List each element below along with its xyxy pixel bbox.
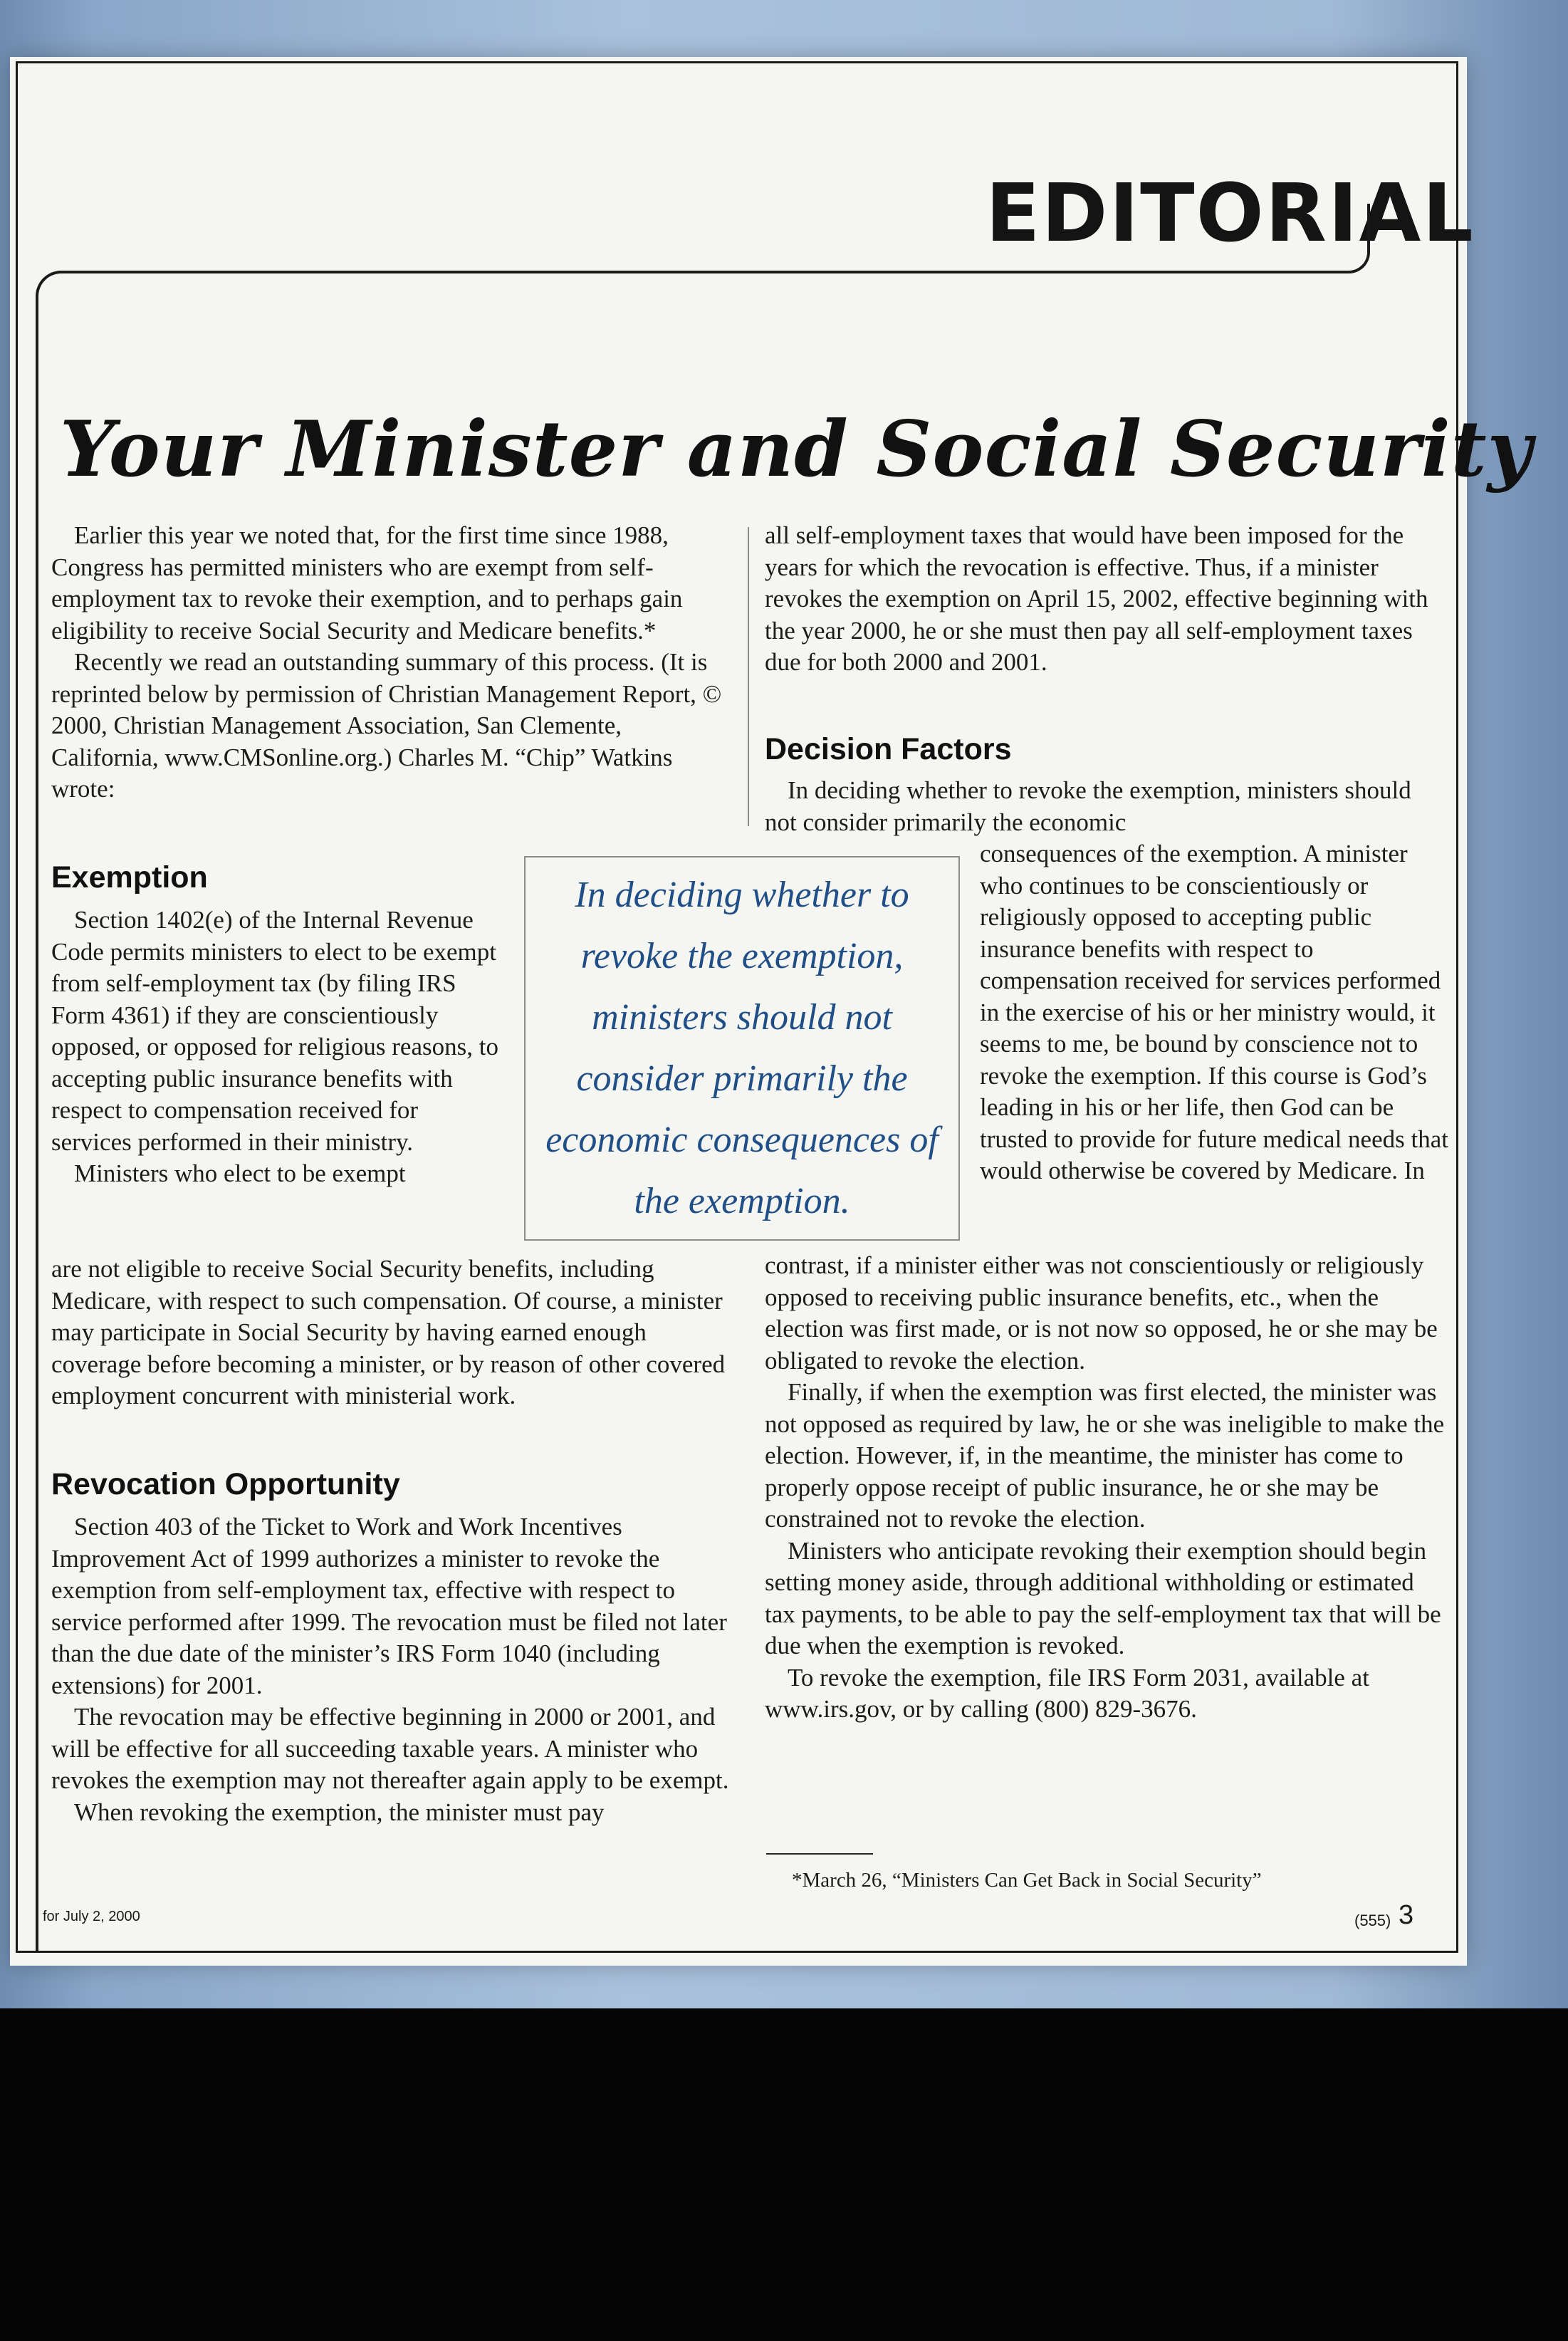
exemption-text — [51, 904, 498, 1190]
decision-text-wrap — [980, 838, 1448, 1187]
column-divider — [748, 527, 749, 826]
decision-paragraph-rest: contrast, if a minister either was not conscientiously or religiously opposed to receiving public insurance benefits, etc., when the election was first made, or is not now so opposed, he or she may be obligated to revoke the election. — [765, 1251, 1438, 1375]
decision-text-start — [765, 775, 1448, 838]
decision-text-rest — [765, 1250, 1448, 1726]
revocation-paragraph: Section 403 of the Ticket to Work and Work Incentives Improvement Act of 1999 authorizes a minister to revoke the exemption from self-employment tax, effective with respect to service performed after 1999. The revocation must be filed not later than the due date of the minister’s IRS Form 1040 (including extensions) for 2001. — [51, 1513, 727, 1699]
continuation-paragraph: all self-employment taxes that would have been imposed for the years for which the revocation is effective. Thus, if a minister revokes the exemption on April 15, 2002, effective beginning with the year 2000, he or she must then pay all self-employment taxes due for both 2000 and 2001. — [765, 521, 1428, 676]
revocation-heading: Revocation Opportunity — [51, 1467, 400, 1501]
decision-heading: Decision Factors — [765, 732, 1012, 766]
dark-surface — [0, 2008, 1568, 2341]
intro-paragraph: Earlier this year we noted that, for the first time since 1988, Congress has permitted ministers who are exempt from self-employment tax to revoke their exemption, and to perhaps gain eligibility to receive Social Security and Medicare benefits.* — [51, 521, 683, 645]
anticipate-paragraph: Ministers who anticipate revoking their exemption should begin setting money aside, through additional withholding or estimated tax payments, to be able to pay the self-employment tax that will be due when the exemption is revoked. — [765, 1536, 1441, 1659]
exemption-text-continued — [51, 1253, 733, 1412]
exemption-heading: Exemption — [51, 860, 208, 895]
intro-text — [51, 520, 733, 805]
banner-rule-hook — [1339, 204, 1370, 273]
page-number: 3 — [1399, 1900, 1414, 1930]
column2-top-text — [765, 520, 1448, 679]
decision-paragraph-start: In deciding whether to revoke the exemption, ministers should not consider primarily the economic — [765, 776, 1411, 836]
exemption-paragraph-rest: are not eligible to receive Social Security benefits, including Medicare, with respect to such compensation. Of course, a minister may participate in Social Security by having earned enough coverage before becoming a minister, or by reason of other covered employment concurrent with ministerial work. — [51, 1255, 726, 1409]
revocation-text — [51, 1511, 733, 1828]
banner-rule — [36, 271, 1339, 328]
footnote-rule — [766, 1853, 873, 1855]
pull-quote — [524, 856, 960, 1241]
form-paragraph: To revoke the exemption, file IRS Form 2031, available at www.irs.gov, or by calling (800) 829-3676. — [765, 1663, 1369, 1723]
editorial-page — [10, 57, 1533, 1966]
section-banner: EDITORIAL — [986, 167, 1475, 260]
article-title: Your Minister and Social Security — [60, 405, 1533, 494]
exemption-paragraph: Section 1402(e) of the Internal Revenue Code permits ministers to elect to be exempt from self-employment tax (by filing IRS Form 4361) if they are conscientiously opposed, or opposed for religious reasons, to accepting public insurance benefits with respect to compensation received for services performed in their ministry. — [51, 906, 498, 1156]
intro-paragraph: Recently we read an outstanding summary of this process. (It is reprinted below by permission of Christian Management Report, © 2000, Christian Management Association, San Clemente, California, www.CMSonline.org.) Charles M. “Chip” Watkins wrote: — [51, 648, 722, 803]
pull-quote-text: In deciding whether to revoke the exemption, ministers should not consider primarily the economic consequences of the exemption. — [545, 875, 939, 1221]
decision-paragraph-wrap: consequences of the exemption. A minister who continues to be conscientiously or religiously opposed to accepting public insurance benefits with respect to compensation received for services performed in the exercise of his or her ministry would, it seems to me, be bound by conscience not to revoke the exemption. If this course is God’s leading in his or her life, then God can be trusted to provide for future medical needs that would otherwise be covered by Medicare. In — [980, 840, 1448, 1184]
exemption-paragraph-start: Ministers who elect to be exempt — [74, 1159, 406, 1187]
issue-date: for July 2, 2000 — [43, 1909, 140, 1924]
revocation-paragraph: When revoking the exemption, the minister must pay — [74, 1798, 605, 1826]
finally-paragraph: Finally, if when the exemption was first elected, the minister was not opposed as required by law, he or she was ineligible to make the election. However, if, in the meantime, the minister has come to properly oppose receipt of public insurance, he or she may be constrained not to revoke the election. — [765, 1378, 1445, 1533]
footnote: *March 26, “Ministers Can Get Back in Social Security” — [792, 1869, 1262, 1892]
left-rule — [36, 326, 38, 1951]
revocation-paragraph: The revocation may be effective beginning in 2000 or 2001, and will be effective for all succeeding taxable years. A minister who revokes the exemption may not thereafter again apply to be exempt. — [51, 1703, 729, 1794]
page-code: (555) — [1354, 1912, 1391, 1929]
